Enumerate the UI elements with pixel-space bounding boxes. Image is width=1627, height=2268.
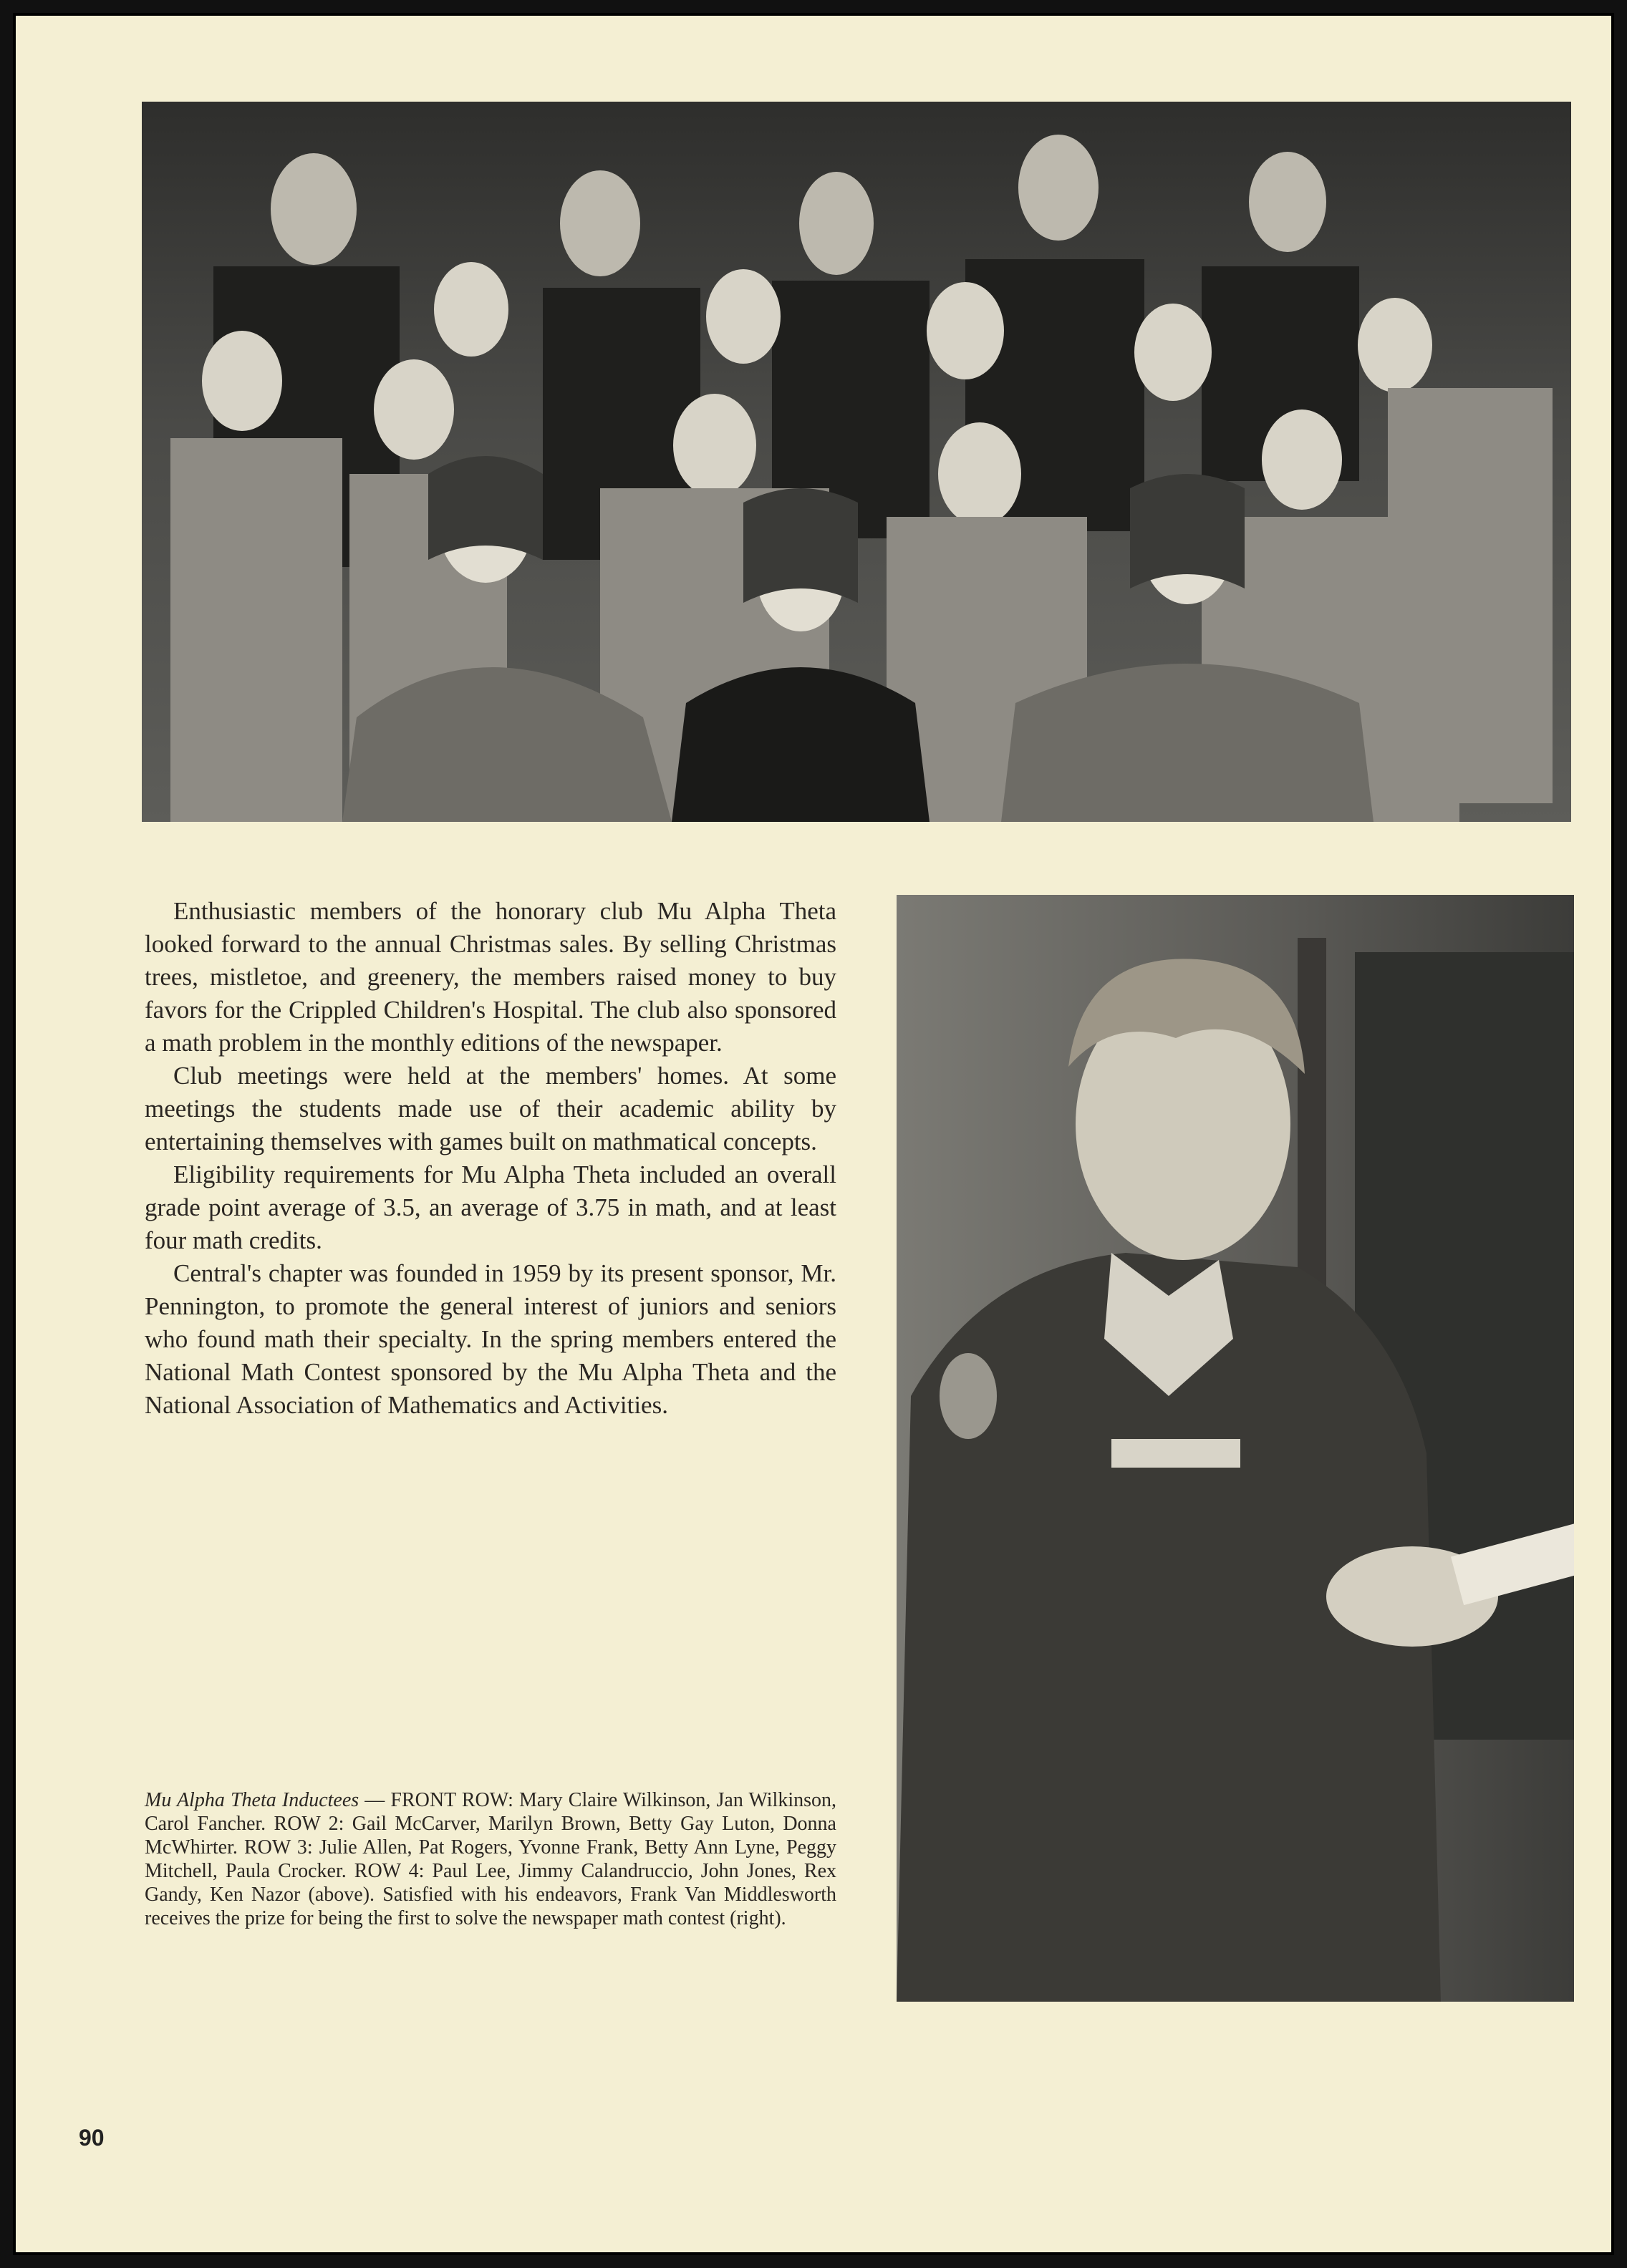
prize-photo (897, 895, 1574, 2002)
article-body (145, 895, 836, 1422)
caption-text: — FRONT ROW: Mary Claire Wilkinson, Jan Wilkinson, Carol Fancher. ROW 2: Gail McCarver, Marilyn Brown, Betty Gay Luton, Donna McWhirter. ROW 3: Julie Allen, Pat Rogers, Yvonne Frank, Betty Ann Lyne, Peggy Mitchell, Paula Crocker. ROW 4: Paul Lee, Jimmy Calandruccio, John Jones, Rex Gandy, Ken Nazor (above). Satisfied with his endeavors, Frank Van Middlesworth receives the prize for being the first to solve the newspaper math contest (right). (145, 1789, 836, 1929)
article-paragraph-4: Central's chapter was founded in 1959 by its present sponsor, Mr. Pennington, to promote the general interest of juniors and seniors who found math their specialty. In the spring members entered the National Math Contest sponsored by the Mu Alpha Theta and the National Association of Mathematics and Activities. (145, 1259, 836, 1419)
prize-photo-illustration (897, 895, 1574, 2002)
caption-title: Mu Alpha Theta Inductees (145, 1789, 359, 1811)
photo-caption (145, 1788, 836, 1930)
article-paragraph-1: Enthusiastic members of the honorary club Mu Alpha Theta looked forward to the annual Christmas sales. By selling Christmas trees, mistletoe, and greenery, the members raised money to buy favors for the Crippled Children's Hospital. The club also sponsored a math problem in the monthly editions of the newspaper. (145, 897, 836, 1057)
article-paragraph-3: Eligibility requirements for Mu Alpha Theta included an overall grade point average of 3.5, an average of 3.75 in math, and at least four math credits. (145, 1160, 836, 1254)
group-photo-illustration (142, 102, 1571, 822)
article-paragraph-2: Club meetings were held at the members' homes. At some meetings the students made use of their academic ability by entertaining themselves with games built on mathmatical concepts. (145, 1062, 836, 1155)
page-number: 90 (79, 2125, 105, 2151)
yearbook-page (13, 13, 1614, 2255)
group-photo (142, 102, 1571, 822)
